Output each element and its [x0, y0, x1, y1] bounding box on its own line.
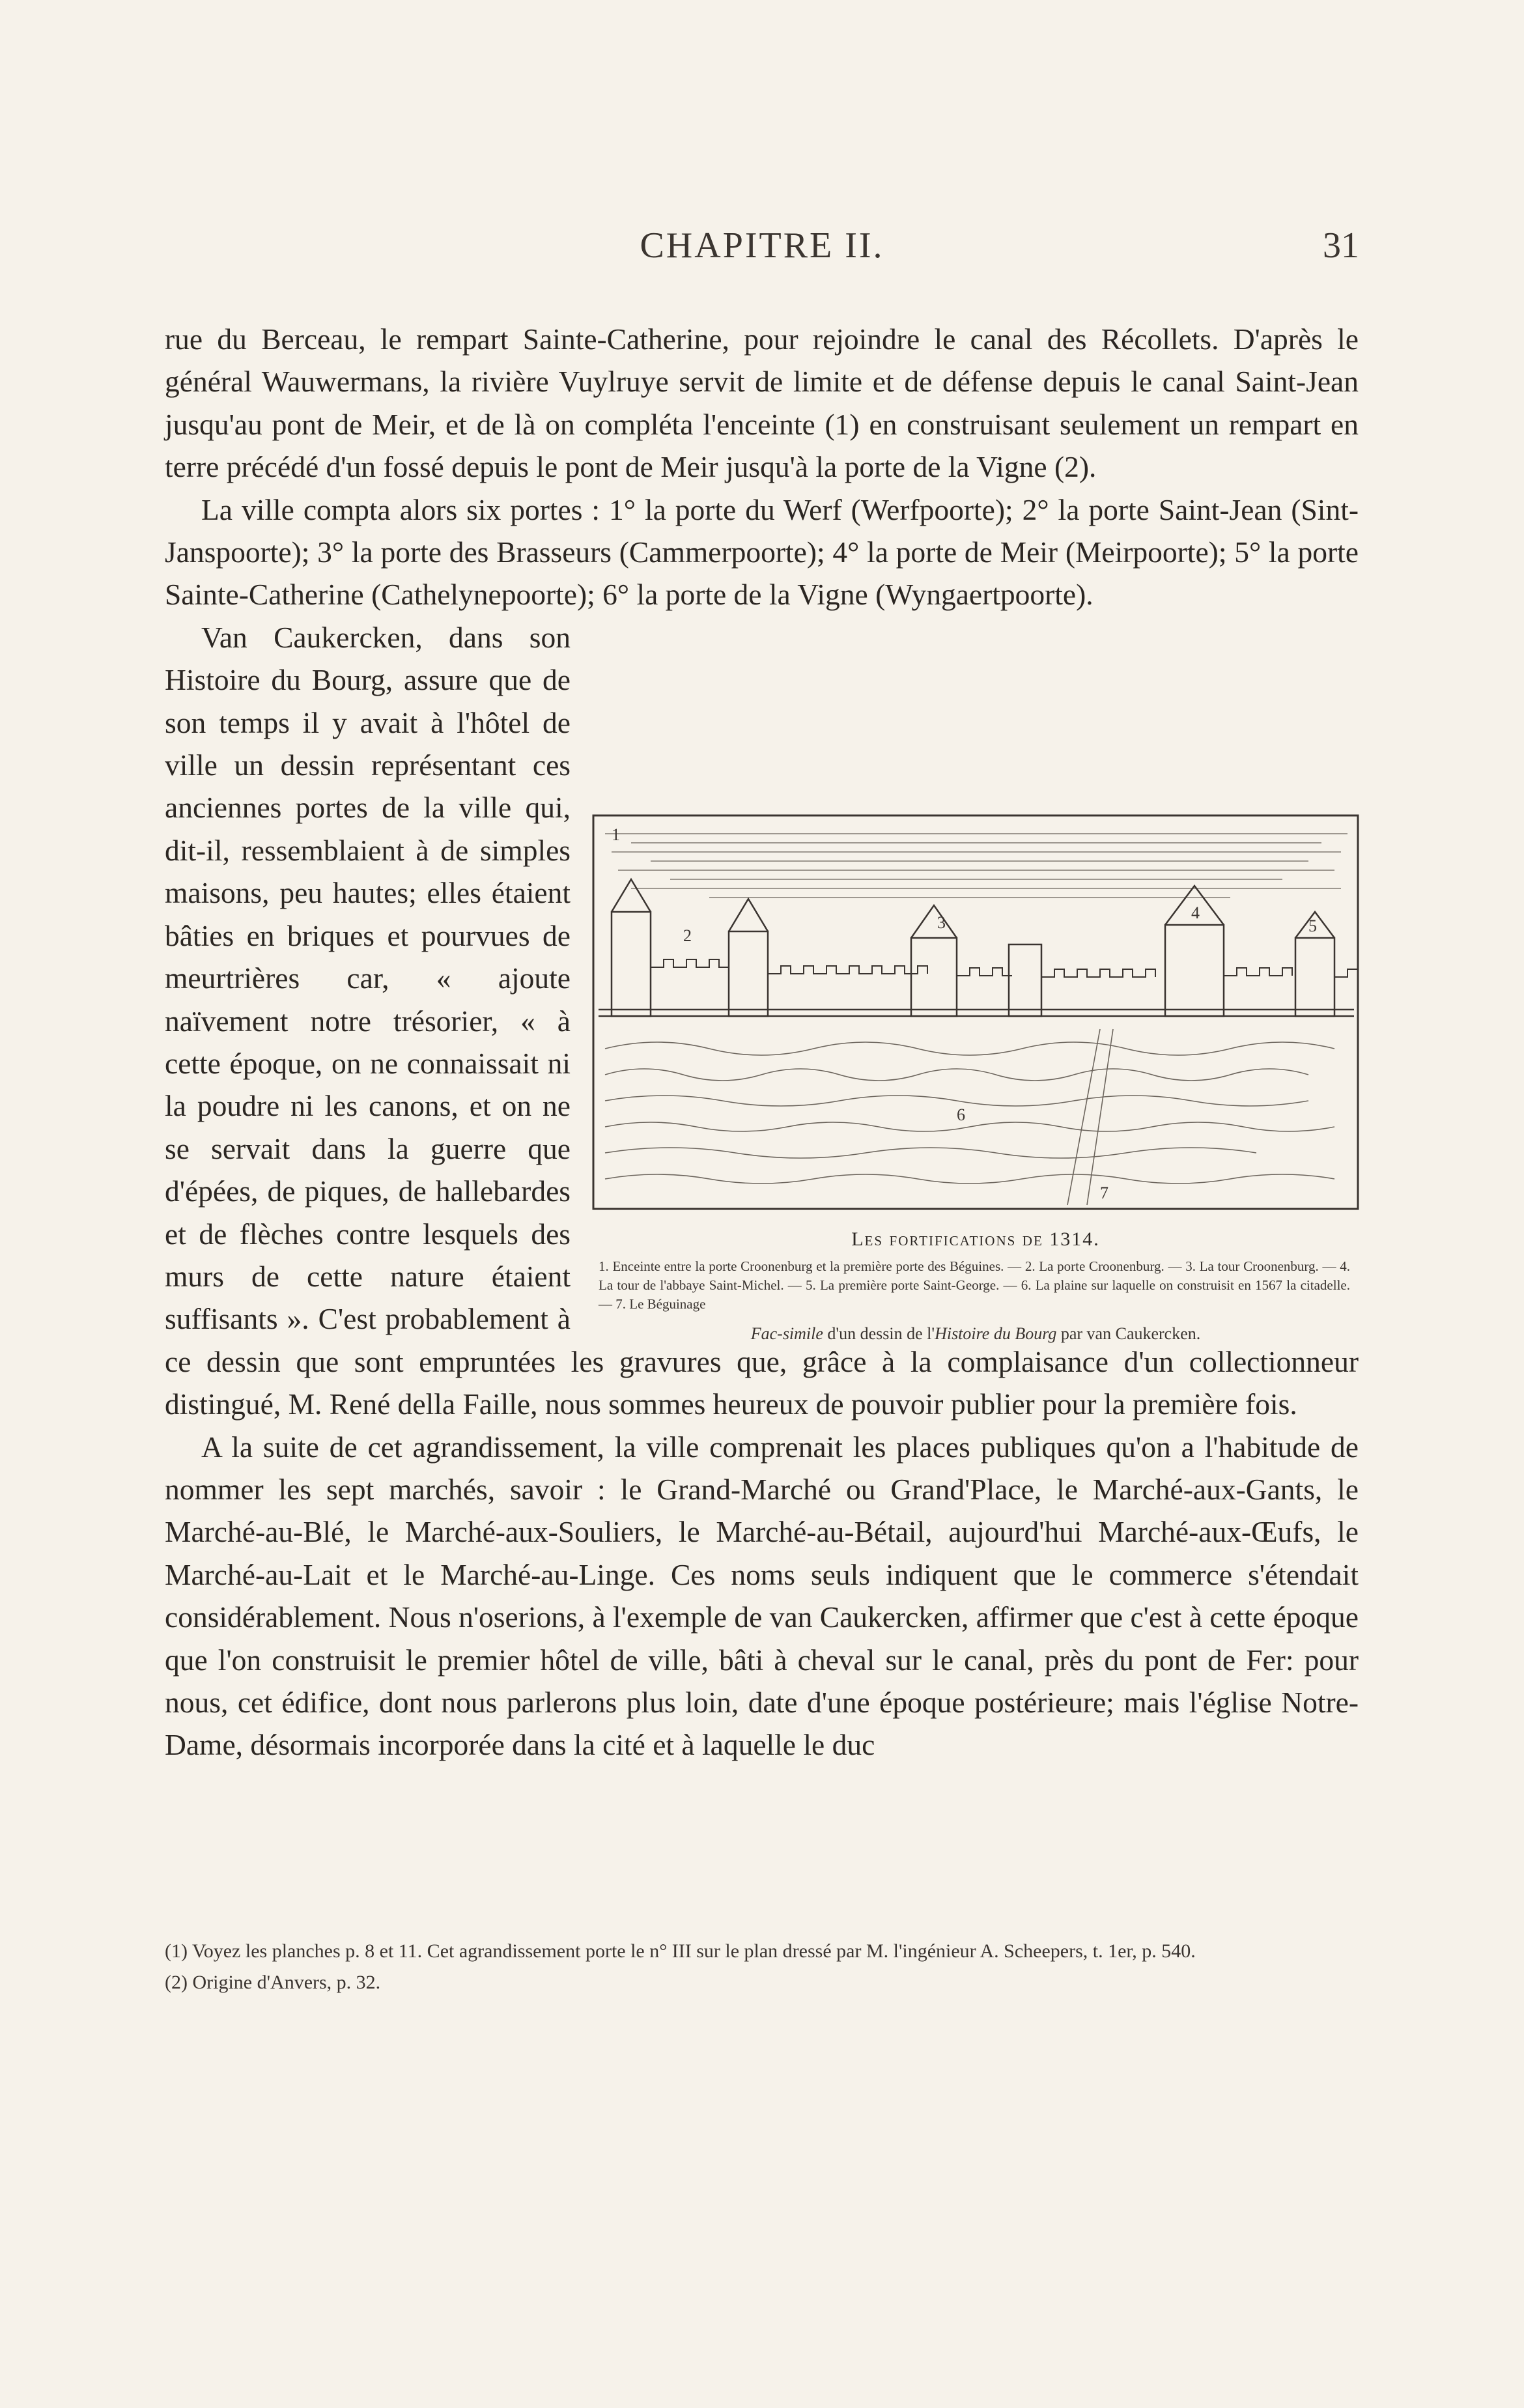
paragraph-2: La ville compta alors six portes : 1° la porte du Werf (Werfpoorte); 2° la porte Saint-Jean (Sint-Janspoorte); 3° la porte des Brasseurs (Cammerpoorte); 4° la porte de Meir (Meirpoorte); 5° la porte Sainte-Catherine (Cathelynepoorte); 6° la porte de la Vigne (Wyngaertpoorte). — [165, 492, 1359, 612]
figure-legend: 1. Enceinte entre la porte Croonenburg et la première porte des Béguines. — 2. La porte Croonenburg. — 3. La tour Croonenburg. — 4. La tour de l'abbaye Saint-Michel. — 5. La première porte Saint-George. — 6. La plaine sur laquelle on construisit en 1567 la citadelle. — 7. Le Béguinage — [599, 1258, 1350, 1312]
footnote-1: (1) Voyez les planches p. 8 et 11. Cet agrandissement porte le n° III sur le plan dressé par M. l'ingénieur A. Scheepers, t. 1er, p. 540. — [165, 1940, 1196, 1962]
credit-prefix: Fac-simile — [750, 1324, 823, 1343]
marker-5: 5 — [1308, 916, 1317, 935]
paragraph-3: Van Caukercken, dans son Histoire du Bourg, assure que de son temps il y avait à l'hôtel de ville un dessin représentant ces anciennes portes de la ville qui, dit-il, ressemblaient à de simples maisons, peu hautes; elles étaient bâties en briques et pourvues de meurtrières car, « ajoute naïvement notre trésorier, « à cette époque, on ne connaissait ni la poudre ni les canons, et on ne se servait dans la guerre que d'épées, de piques, de hallebardes et de flèches contre lesquels des murs de cette nature étaient suffisants ». C'est probablement à ce dessin que sont empruntées les gravures que, grâce à la complaisance d'un collectionneur distingué, M. René della Faille, nous sommes heureux de pouvoir publier pour la première fois. — [165, 620, 1359, 1421]
credit-mid: d'un dessin de l' — [823, 1324, 935, 1343]
credit-suffix: par van Caukercken. — [1056, 1324, 1201, 1343]
marker-2: 2 — [683, 926, 692, 945]
footnote-2: (2) Origine d'Anvers, p. 32. — [165, 1972, 381, 1993]
marker-6: 6 — [957, 1105, 965, 1124]
marker-7: 7 — [1100, 1183, 1108, 1202]
paragraph-1: rue du Berceau, le rempart Sainte-Catherine, pour rejoindre le canal des Récollets. D'après le général Wauwermans, la rivière Vuylruye servit de limite et de défense depuis le canal Saint-Jean jusqu'au pont de Meir, et de là on compléta l'enceinte (1) en construisant seulement un rempart en terre précédé d'un fossé depuis le pont de Meir jusqu'à la porte de la Vigne (2). — [165, 322, 1359, 484]
page-number: 31 — [1323, 225, 1359, 266]
running-head — [0, 225, 1524, 277]
marker-4: 4 — [1191, 903, 1200, 922]
figure-wrap-spacer — [571, 680, 1359, 1305]
credit-work: Histoire du Bourg — [935, 1324, 1057, 1343]
paragraph-4: A la suite de cet agrandissement, la ville comprenait les places publiques qu'on a l'habitude de nommer les sept marchés, savoir : le Grand-Marché ou Grand'Place, le Marché-aux-Gants, le Marché-au-Blé, le Marché-aux-Souliers, le Marché-au-Bétail, aujourd'hui Marché-aux-Œufs, le Marché-au-Lait et le Marché-au-Linge. Ces noms seuls indiquent que le commerce s'étendait considérablement. Nous n'oserions, à l'exemple de van Caukercken, affirmer que c'est à cette époque que l'on construisit le premier hôtel de ville, bâti à cheval sur le canal, près du pont de Fer: pour nous, cet édifice, dont nous parlerons plus loin, date d'une époque postérieure; mais l'église Notre-Dame, désormais incorporée dans la cité et à laquelle le duc — [165, 1430, 1359, 1762]
marker-3: 3 — [937, 913, 946, 932]
chapter-title: CHAPITRE II. — [640, 225, 884, 266]
main-text — [165, 318, 1359, 1766]
marker-1: 1 — [612, 825, 620, 844]
footnotes — [165, 1936, 1359, 1998]
figure-title: Les fortifications de 1314. — [851, 1228, 1100, 1250]
